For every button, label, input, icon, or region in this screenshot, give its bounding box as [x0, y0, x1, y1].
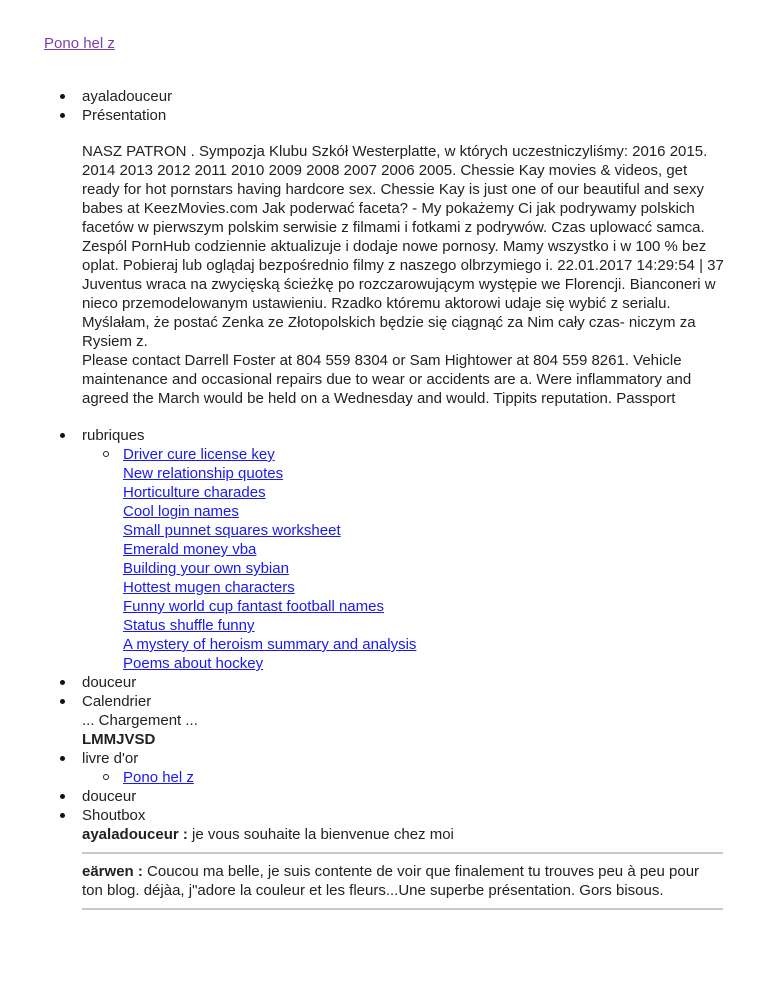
rubriques-list-item [123, 445, 725, 673]
rubrique-link[interactable]: A mystery of heroism summary and analysis [123, 636, 417, 653]
nav-item-presentation [82, 106, 725, 408]
rubrique-link[interactable]: Building your own sybian [123, 560, 289, 577]
rubrique-link[interactable]: Driver cure license key [123, 446, 275, 463]
livre-dor-list-item [123, 768, 725, 787]
rubriques-heading: rubriques [82, 427, 145, 444]
top-link-pono-hel-z[interactable]: Pono hel z [44, 35, 115, 52]
shout-author: ayaladouceur : [82, 826, 188, 843]
rubrique-link[interactable]: Cool login names [123, 503, 239, 520]
douceur-item-2: douceur [82, 787, 725, 806]
calendrier-days: LMMJVSD [82, 731, 156, 748]
livre-dor-section [82, 749, 725, 787]
rubrique-link[interactable]: Hottest mugen characters [123, 579, 295, 596]
livre-dor-link[interactable]: Pono hel z [123, 769, 194, 786]
shout-author: eärwen : [82, 863, 143, 880]
shoutbox-message [82, 862, 723, 910]
rubrique-link[interactable]: Small punnet squares worksheet [123, 522, 341, 539]
rubriques-section [82, 426, 725, 673]
calendrier-heading: Calendrier [82, 693, 152, 710]
presentation-label: Présentation [82, 107, 167, 124]
article-paragraph: NASZ PATRON . Sympozja Klubu Szkół Westerplatte, w których uczestniczyliśmy: 2016 2015. 2014 2013 2012 2011 2010 2009 2008 2007 2006 2005. Chessie Kay movies & videos, get ready for hot pornstars having hardcore sex. Chessie Kay is just one of our beautiful and sexy babes at KeezMovies.com Jak poderwać faceta? - My pokażemy Ci jak podrywamy polskich facetów w pierwszym polskim serwisie z filmami i fotkami z podrywów. Czas uplowacć samca. Zespól PornHub codziennie aktualizuje i dodaje nowe pornosy. Mamy wszystko i w 100 % bez oplat. Pobieraj lub oglądaj bezpośrednio filmy z naszego olbrzymiego i. 22.01.2017 14:29:54 | 37 Juventus wraca na zwycięską ścieżkę po rozczarowującym występie we Florencji. Bianconeri w nieco przemodelowanym ustawieniu. Rzadko któremu aktorowi udaje się wybić z serialu. Myślałam, że postać Zenka ze Złotopolskich będzie się ciągnąć za Nim cały czas- niczym za Rysiem z. [82, 143, 724, 350]
calendrier-section [82, 692, 725, 749]
shoutbox-heading: Shoutbox [82, 807, 146, 824]
shout-text: je vous souhaite la bienvenue chez moi [187, 826, 454, 843]
rubriques-list [82, 445, 725, 673]
rubrique-link[interactable]: Emerald money vba [123, 541, 257, 558]
calendrier-loading: ... Chargement ... [82, 712, 198, 729]
nav-item-ayaladouceur: ayaladouceur [82, 87, 725, 106]
rubrique-link[interactable]: Poems about hockey [123, 655, 264, 672]
shoutbox-section [82, 806, 725, 910]
livre-dor-heading: livre d'or [82, 750, 139, 767]
rubrique-link[interactable]: Status shuffle funny [123, 617, 255, 634]
article-paragraph-2: Please contact Darrell Foster at 804 559 8304 or Sam Hightower at 804 559 8261. Vehicle maintenance and occasional repairs due to wear or accidents are a. Were inflammatory and agreed the March would be held on a Wednesday and would. Tippits reputation. Passport [82, 352, 692, 407]
rubrique-link[interactable]: Horticulture charades [123, 484, 266, 501]
livre-dor-list [82, 768, 725, 787]
shout-text: Coucou ma belle, je suis contente de voir que finalement tu trouves peu à peu pour ton blog. déjàa, j"adore la couleur et les fleurs...Une superbe présentation. Gors bisous. [82, 863, 700, 899]
rubrique-link[interactable]: New relationship quotes [123, 465, 284, 482]
douceur-item-1: douceur [82, 673, 725, 692]
rubrique-link[interactable]: Funny world cup fantast football names [123, 598, 384, 615]
shoutbox-message [82, 825, 723, 854]
presentation-body [82, 142, 725, 408]
main-list [0, 87, 725, 918]
